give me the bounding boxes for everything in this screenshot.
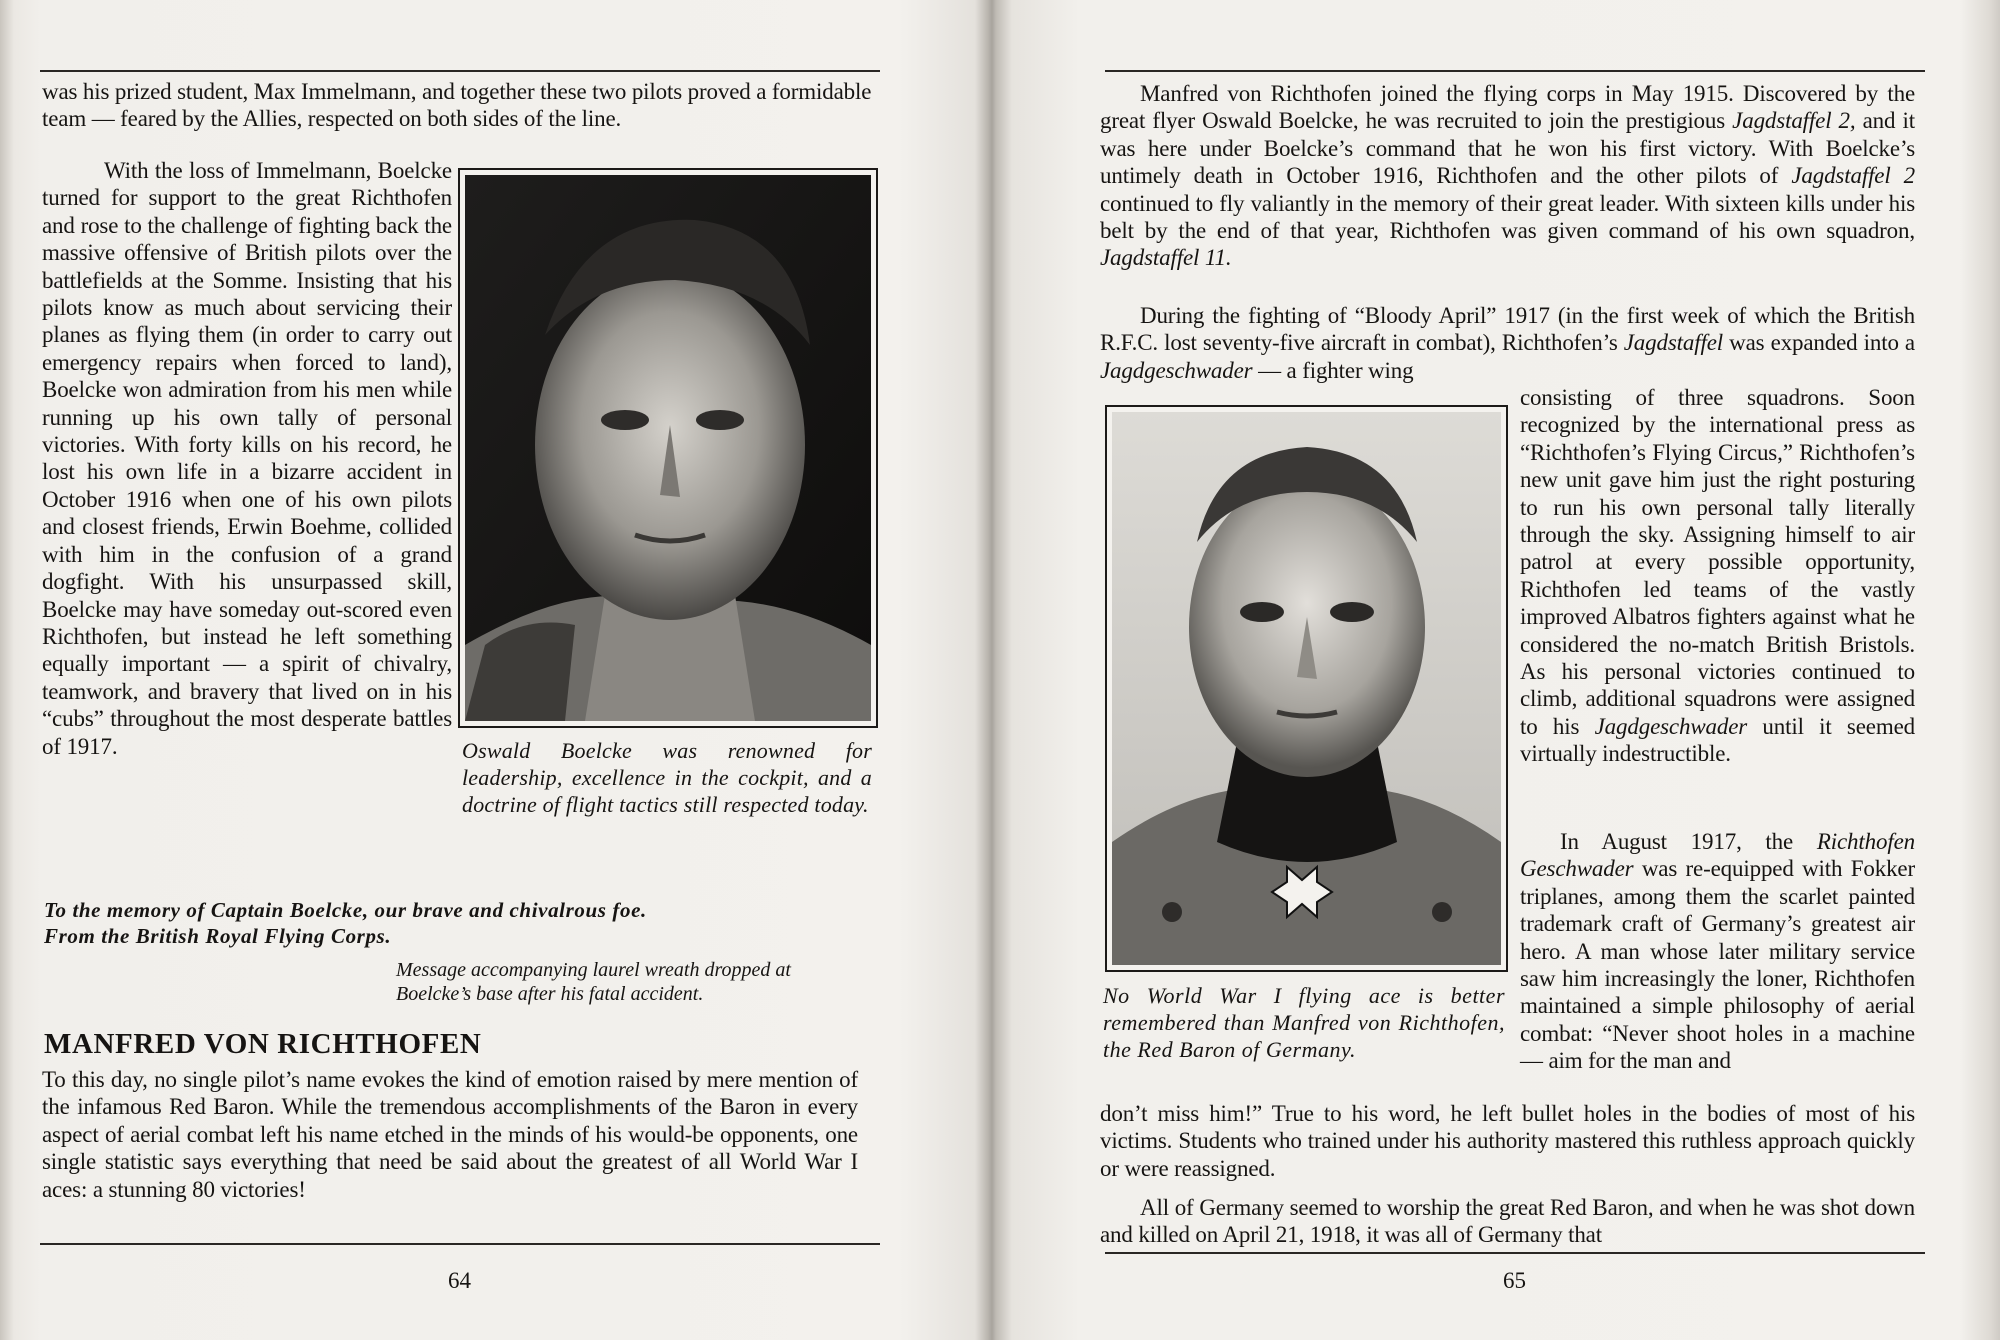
- page-number-right: 65: [1503, 1268, 1526, 1293]
- bottom-rule: [40, 1243, 880, 1245]
- tribute-quote-line1: To the memory of Captain Boelcke, our brave and chivalrous foe.: [44, 898, 647, 922]
- boelcke-photo-frame: [458, 168, 878, 728]
- left-page: [0, 0, 990, 1340]
- tribute-note: Message accompanying laurel wreath dropped at Boelcke’s base after his fatal accident.: [396, 959, 791, 1005]
- section-heading: MANFRED VON RICHTHOFEN: [44, 1028, 482, 1060]
- right-paragraph-3-continued: don’t miss him!” True to his word, he left bullet holes in the bodies of most of his victims. Students who trained under his authority mastered this ruthless approach quickly or were reassigned.: [1100, 1101, 1915, 1181]
- top-rule: [1105, 70, 1925, 72]
- bottom-rule: [1105, 1252, 1925, 1254]
- right-page: [995, 0, 2000, 1340]
- boelcke-photo-caption: Oswald Boelcke was renowned for leadership, excellence in the cockpit, and a doctrine of flight tactics still respected today.: [462, 738, 872, 817]
- boelcke-paragraph: With the loss of Immelmann, Boelcke turned for support to the great Richthofen and rose to the challenge of fighting back the massive offensive of British pilots over the battlefields at the Somme. Insisting that his pilots know as much about servicing their planes as flying them (in order to carry out emergency repairs when forced to land), Boelcke won admiration from his men while running up his own tally of personal victories. With forty kills on his record, he lost his own life in a bizarre accident in October 1916 when one of his own pilots and closest friends, Erwin Boehme, collided with him in the confusion of a grand dogfight. With his unsurpassed skill, Boelcke may have someday out-scored even Richthofen, but instead he left something equally important — a spirit of chivalry, teamwork, and bravery that lived on in his “cubs” throughout the most desperate battles of 1917.: [42, 158, 452, 759]
- richthofen-photo-caption: No World War I flying ace is better remembered than Manfred von Richthofen, the Red Baron of Germany.: [1103, 983, 1505, 1062]
- right-paragraph-2-column: consisting of three squadrons. Soon recognized by the international press as “Richthofen’s Flying Circus,” Richthofen’s new unit gave him just the right posturing to run his own personal tally literally through the sky. Assigning himself to air patrol at every possible opportunity, Richthofen led teams of the vastly improved Albatros fighters against what he considered the no-match British Bristols. As his personal victories continued to climb, additional squadrons were assigned to his Jagdgeschwader until it seemed virtually indestructible.: [1520, 385, 1915, 767]
- intro-paragraph: was his prized student, Max Immelmann, and together these two pilots proved a formidable team — feared by the Allies, respected on both sides of the line.: [42, 79, 872, 132]
- richthofen-intro-paragraph: To this day, no single pilot’s name evokes the kind of emotion raised by mere mention of the infamous Red Baron. While the tremendous accomplishments of the Baron in every aspect of aerial combat left his name etched in the minds of his would-be opponents, one single statistic says everything that need be said about the greatest of all World War I aces: a stunning 80 victories!: [42, 1067, 858, 1202]
- boelcke-portrait: [465, 175, 871, 721]
- page-number-left: 64: [448, 1268, 471, 1293]
- richthofen-portrait: [1112, 412, 1501, 965]
- right-paragraph-4: All of Germany seemed to worship the great Red Baron, and when he was shot down and killed on April 21, 1918, it was all of Germany that: [1100, 1195, 1915, 1248]
- tribute-quote-line2: From the British Royal Flying Corps.: [44, 924, 392, 948]
- top-rule: [40, 70, 880, 72]
- right-paragraph-1: Manfred von Richthofen joined the flying corps in May 1915. Discovered by the great flyer Oswald Boelcke, he was recruited to join the prestigious Jagdstaffel 2, and it was here under Boelcke’s command that he won his first victory. With Boelcke’s untimely death in October 1916, Richthofen and the other pilots of Jagdstaffel 2 continued to fly valiantly in the memory of their great leader. With sixteen kills under his belt by the end of that year, Richthofen was given command of his own squadron, Jagdstaffel 11.: [1100, 81, 1915, 271]
- right-paragraph-2: During the fighting of “Bloody April” 1917 (in the first week of which the British R.F.C. lost seventy-five aircraft in combat), Richthofen’s Jagdstaffel was expanded into a Jagdgeschwader — a fighter wing: [1100, 303, 1915, 383]
- right-paragraph-3: In August 1917, the Richthofen Geschwader was re-equipped with Fokker triplanes, among them the scarlet painted trademark craft of Germany’s greatest air hero. A man whose later military service saw him increasingly the loner, Richthofen maintained a simple philosophy of aerial combat: “Never shoot holes in a machine — aim for the man and: [1520, 829, 1915, 1074]
- richthofen-photo-frame: [1105, 405, 1508, 972]
